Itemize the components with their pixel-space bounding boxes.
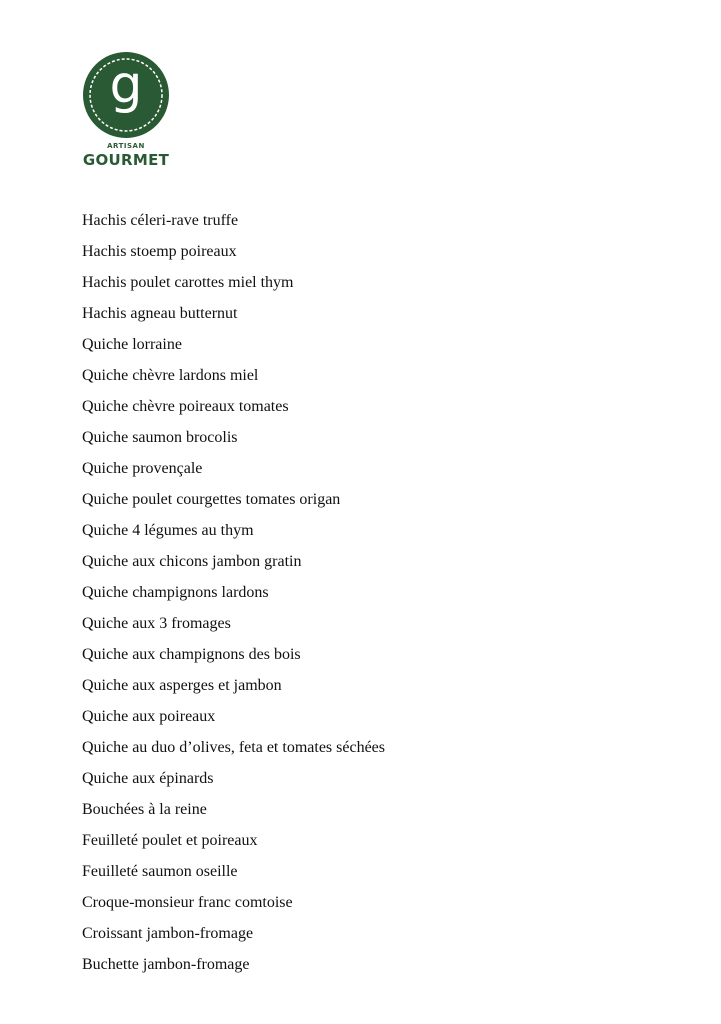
list-item: Quiche aux chicons jambon gratin [82,553,302,570]
list-item: Croissant jambon-fromage [82,925,254,942]
list-item: Hachis poulet carottes miel thym [82,274,294,291]
brand-tagline: ARTISAN [107,142,145,150]
brand-logo [81,50,171,172]
product-list [82,211,385,986]
list-item: Quiche poulet courgettes tomates origan [82,491,341,508]
logo-letter: g [109,55,143,115]
logo-badge-icon [81,50,171,140]
list-item: Quiche au duo d’olives, feta et tomates séchées [82,739,385,756]
list-item: Quiche chèvre lardons miel [82,367,259,384]
list-item: Quiche aux asperges et jambon [82,677,282,694]
list-item: Feuilleté saumon oseille [82,863,238,880]
list-item: Quiche aux épinards [82,770,214,787]
list-item: Quiche lorraine [82,336,182,353]
list-item: Quiche aux 3 fromages [82,615,231,632]
list-item: Croque-monsieur franc comtoise [82,894,293,911]
list-item: Buchette jambon-fromage [82,956,250,973]
list-item: Quiche aux champignons des bois [82,646,301,663]
list-item: Hachis céleri-rave truffe [82,212,239,229]
list-item: Quiche 4 légumes au thym [82,522,254,539]
brand-name: GOURMET [82,151,170,169]
list-item: Quiche saumon brocolis [82,429,238,446]
list-item: Bouchées à la reine [82,801,207,818]
list-item: Hachis stoemp poireaux [82,243,237,260]
list-item: Feuilleté poulet et poireaux [82,832,258,849]
list-item: Quiche chèvre poireaux tomates [82,398,289,415]
list-item: Quiche provençale [82,460,203,477]
list-item: Quiche champignons lardons [82,584,269,601]
list-item: Hachis agneau butternut [82,305,238,322]
list-item: Quiche aux poireaux [82,708,216,725]
